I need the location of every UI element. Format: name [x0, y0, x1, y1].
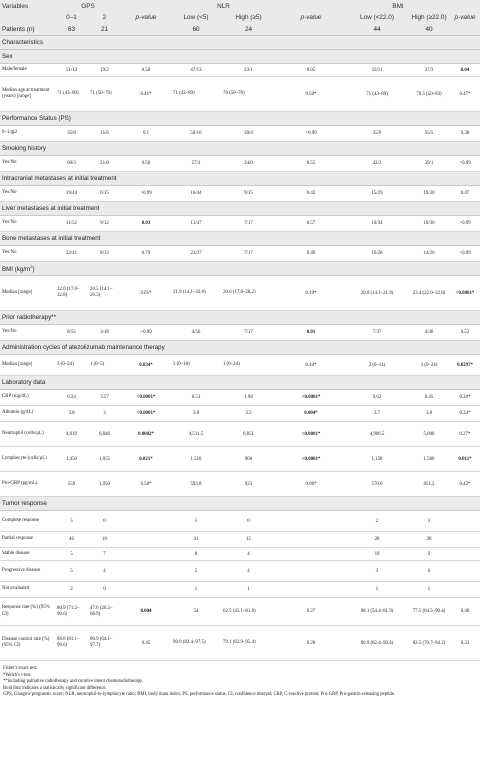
row-label: CRP (mg/dL): [0, 390, 55, 406]
table-row-cr: [0, 511, 480, 532]
section-header-ps: [0, 112, 480, 126]
gps-2-header: 2: [88, 12, 121, 23]
row-label: Complete response: [0, 511, 55, 532]
table-cell-nl: 23/37: [171, 246, 221, 262]
table-cell-nl: 3.8: [171, 406, 221, 422]
table-cell-g2: 1 (0–5): [88, 355, 121, 376]
table-cell-np: <0.0001*: [276, 390, 346, 406]
table-cell-bl: 15/29: [346, 186, 408, 202]
table-cell-bp: [450, 561, 480, 582]
section-title: Tumor response: [2, 500, 47, 507]
table-cell-g2: 15/6: [88, 126, 121, 142]
table-cell-nl: 593.8: [171, 472, 221, 497]
table-cell-g0: 0.24: [55, 390, 88, 406]
table-cell-nh: 1: [221, 582, 276, 598]
section-header-cycles: [0, 341, 480, 355]
row-label: Yes/No: [0, 325, 55, 341]
table-cell-bl: 4,906.5: [346, 422, 408, 447]
header-row-1: [0, 0, 480, 12]
table-cell-bp: [450, 548, 480, 561]
row-label: Pro-GRP (pg/mL): [0, 472, 55, 497]
table-cell-bh: 4/36: [408, 325, 450, 341]
table-cell-bh: 37/3: [408, 64, 450, 77]
table-cell-bp: 0.20*: [450, 390, 480, 406]
section-title: Prior radiotherapy**: [2, 314, 56, 321]
table-cell-g0: 19/44: [55, 186, 88, 202]
table-cell-bl: 16/28: [346, 246, 408, 262]
table-cell-bp: [450, 582, 480, 598]
table-cell-nh: 0: [221, 511, 276, 532]
row-label: Yes/No: [0, 246, 55, 262]
table-cell-bp: 0.52: [450, 325, 480, 341]
footnote: **including palliative radiotherapy and curative intent chemoradiotherapy.: [3, 679, 144, 685]
table-cell-bp: [450, 511, 480, 532]
table-row-liver: [0, 216, 480, 232]
table-cell-g0: 5: [55, 511, 88, 532]
table-cell-bh: 1,500: [408, 447, 450, 472]
table-cell-bh: 851.2: [408, 472, 450, 497]
table-cell-nl: 50/10: [171, 126, 221, 142]
table-cell-g0: 5: [55, 561, 88, 582]
table-cell-g2: 7: [88, 548, 121, 561]
table-cell-bh: 3.8: [408, 406, 450, 422]
table-cell-np: <0.0001*: [276, 422, 346, 447]
table-cell-bl: 570.6: [346, 472, 408, 497]
table-cell-bh: 3 (0–24): [408, 355, 450, 376]
table-cell-bp: 0.42*: [450, 472, 480, 497]
table-cell-nh: 70 (50–78): [221, 77, 276, 112]
section-title: Performance Status (PS): [2, 115, 71, 122]
row-label: Progressive disease: [0, 561, 55, 582]
table-row-cycles: [0, 355, 480, 376]
table-cell-bp: 0.04: [450, 64, 480, 77]
table-cell-nl: 41: [171, 532, 221, 548]
table-cell-bh: 77.5 (64.5–90.4): [408, 598, 450, 626]
table-cell-np: [276, 582, 346, 598]
table-cell-nh: 79.1 (62.9–95.4): [221, 626, 276, 661]
table-cell-nl: 0.53: [171, 390, 221, 406]
table-row-pr: [0, 532, 480, 548]
section-title: Characteristics: [2, 39, 43, 46]
table-row-ps: [0, 126, 480, 142]
section-title-superscript: 2: [30, 263, 33, 269]
table-cell-bp: [450, 532, 480, 548]
table-cell-nl: 1,510: [171, 447, 221, 472]
row-label: Yes/No: [0, 216, 55, 232]
footnote: *Welch's t-test.: [3, 672, 32, 678]
table-cell-bl: 10/34: [346, 216, 408, 232]
section-title: Administration cycles of atezolizumab maintenance therapy: [2, 344, 165, 351]
table-cell-g0: 8/55: [55, 325, 88, 341]
table-cell-g0: 2: [55, 582, 88, 598]
table-cell-g2: 6,846: [88, 422, 121, 447]
table-row-progrp: [0, 472, 480, 497]
table-cell-nh: 20.6 (17.0–28.2): [221, 276, 276, 311]
table-cell-bh: 70.5 (50–83): [408, 77, 450, 112]
row-label: Median [range]: [0, 276, 55, 311]
table-cell-nh: 4: [221, 548, 276, 561]
table-cell-g0: 559: [55, 472, 88, 497]
table-cell-bl: 3: [346, 561, 408, 582]
table-cell-g0: 5: [55, 548, 88, 561]
table-cell-np: 0.96*: [276, 472, 346, 497]
footnote: Bold font indicates a statistically significant difference.: [3, 685, 107, 691]
table-cell-g2: 10: [88, 532, 121, 548]
table-cell-nl: 57/3: [171, 156, 221, 172]
table-cell-bl: 2 (0–11): [346, 355, 408, 376]
table-cell-gp: [121, 548, 171, 561]
table-row-alb: [0, 406, 480, 422]
table-row-bone: [0, 246, 480, 262]
table-cell-nl: 4/56: [171, 325, 221, 341]
table-row-ne: [0, 582, 480, 598]
table-cell-gp: 0.41*: [121, 77, 171, 112]
section-title: BMI (kg/m: [2, 266, 31, 274]
bmi-low-header: Low (<22.0): [346, 12, 408, 23]
table-cell-bl: 1,158: [346, 447, 408, 472]
table-cell-nh: 24/0: [221, 156, 276, 172]
row-label: Male/female: [0, 64, 55, 77]
row-label: Neutrophil (cells/μL): [0, 422, 55, 447]
table-cell-nh: 3.3: [221, 406, 276, 422]
section-header-intracranial: [0, 172, 480, 186]
table-cell-nl: 3 (0–18): [171, 355, 221, 376]
section-header-tumor: [0, 497, 480, 511]
table-row-dcr: [0, 626, 480, 661]
table-cell-gp: <0.0001*: [121, 406, 171, 422]
table-cell-gp: 0.034*: [121, 355, 171, 376]
table-cell-bh: 5,008: [408, 422, 450, 447]
gps-0-1-header: 0–1: [55, 12, 88, 23]
table-cell-bh: 14/26: [408, 246, 450, 262]
table-cell-bh: 1: [408, 582, 450, 598]
table-cell-gp: [121, 561, 171, 582]
table-cell-g0: 1,450: [55, 447, 88, 472]
section-title: Intracranial metastases at initial treatment: [2, 175, 117, 182]
nlr-high-header: High (≥5): [221, 12, 276, 23]
table-cell-nh: 7/17: [221, 246, 276, 262]
table-cell-g2: 19/2: [88, 64, 121, 77]
table-cell-bp: 0.0297*: [450, 355, 480, 376]
table-cell-nl: 16/44: [171, 186, 221, 202]
table-cell-bl: 2: [346, 511, 408, 532]
table-cell-np: >0.99: [276, 126, 346, 142]
table-cell-g0: 60/3: [55, 156, 88, 172]
gps-pvalue-header: p-value: [121, 12, 171, 23]
section-title: Sex: [2, 53, 13, 60]
section-header-prior: [0, 311, 480, 325]
table-cell-bh: 2: [408, 548, 450, 561]
table-cell-np: 0.46: [276, 246, 346, 262]
table-cell-bl: 10: [346, 548, 408, 561]
table-cell-gp: [121, 511, 171, 532]
table-cell-g2: 80.9 (64.1–97.7): [88, 626, 121, 661]
table-cell-bl: 3.7: [346, 406, 408, 422]
row-label: Yes/No: [0, 186, 55, 202]
row-label: Median [range]: [0, 355, 55, 376]
table-cell-bp: 0.38: [450, 126, 480, 142]
table-cell-np: 0.27: [276, 598, 346, 626]
row-label: Stable disease: [0, 548, 55, 561]
table-cell-g2: 21/0: [88, 156, 121, 172]
table-cell-np: 0.42: [276, 186, 346, 202]
table-cell-nh: 900: [221, 447, 276, 472]
footnote: Fisher's exact test.: [3, 666, 38, 671]
table-cell-np: [276, 511, 346, 532]
row-label: Albumin (g/dL): [0, 406, 55, 422]
table-cell-bl: 42/2: [346, 156, 408, 172]
table-cell-nh: 20/4: [221, 126, 276, 142]
table-cell-bh: 35/5: [408, 126, 450, 142]
table-cell-g0: 51/12: [55, 64, 88, 77]
bmi-header: BMI: [346, 0, 450, 12]
table-cell-np: <0.0001*: [276, 447, 346, 472]
table-cell-g0: 71 (43–89): [55, 77, 88, 112]
table-row-sex: [0, 64, 480, 77]
section-header-bone: [0, 232, 480, 246]
table-cell-gp: >0.99: [121, 325, 171, 341]
table-cell-nl: 1: [171, 582, 221, 598]
table-cell-gp: 0.50: [121, 64, 171, 77]
table-cell-gp: [121, 532, 171, 548]
table-cell-np: 0.004*: [276, 406, 346, 422]
table-cell-g2: 4: [88, 561, 121, 582]
table-row-rr: [0, 598, 480, 626]
section-header-bmi: [0, 262, 480, 276]
table-cell-bl: 35/9: [346, 126, 408, 142]
table-cell-bl: 68.1 (54.4–81.9): [346, 598, 408, 626]
table-cell-bh: 28: [408, 532, 450, 548]
table-cell-nl: 21.9 (14.1–32.8): [171, 276, 221, 311]
table-row-sd: [0, 548, 480, 561]
table-cell-gp: 0.05*: [121, 276, 171, 311]
table-cell-g2: 71 (50–79): [88, 77, 121, 112]
table-cell-nl: 5: [171, 561, 221, 582]
section-title: Liver metastases at initial treatment: [2, 205, 100, 212]
table-cell-nh: 4: [221, 561, 276, 582]
table-cell-bp: 0.33: [450, 626, 480, 661]
table-cell-bp: 0.47: [450, 186, 480, 202]
table-row-lymph: [0, 447, 480, 472]
table-cell-np: 0.19*: [276, 276, 346, 311]
table-cell-nl: 90.0 (82.4–97.5): [171, 626, 221, 661]
table-cell-bp: >0.99: [450, 156, 480, 172]
table-cell-bp: 0.24*: [450, 406, 480, 422]
table-cell-bp: >0.99: [450, 246, 480, 262]
table-cell-bp: <0.0001*: [450, 276, 480, 311]
table-cell-np: 0.57: [276, 216, 346, 232]
table-cell-nl: 8: [171, 548, 221, 561]
section-header-liver: [0, 202, 480, 216]
footnotes: [0, 661, 480, 699]
table-cell-g2: 6/15: [88, 186, 121, 202]
section-title-close: ): [32, 266, 35, 274]
table-cell-np: 0.44*: [276, 355, 346, 376]
table-row-pd: [0, 561, 480, 582]
table-cell-nl: 13/47: [171, 216, 221, 232]
row-label: 0–1/≧2: [0, 126, 55, 142]
row-label: Disease control rate (%) (95% CI): [0, 626, 55, 661]
table-cell-bp: 0.47*: [450, 77, 480, 112]
section-header-sex: [0, 50, 480, 64]
variables-header: Variables: [0, 0, 55, 12]
table-cell-g2: 0: [88, 511, 121, 532]
table-cell-gp: 0.021*: [121, 447, 171, 472]
patients-row: Patients (n) 63 21 60 24 44 40: [0, 23, 480, 36]
table-cell-g2: 0: [88, 582, 121, 598]
row-label: Response rate (%) (95% CI): [0, 598, 55, 626]
table-cell-bp: 0.46: [450, 598, 480, 626]
table-cell-gp: <0.0001*: [121, 390, 171, 406]
table-cell-np: 0.50*: [276, 77, 346, 112]
table-cell-gp: 0.45: [121, 626, 171, 661]
table-cell-nh: 23/1: [221, 64, 276, 77]
bmi-high-header: High (≥22.0): [408, 12, 450, 23]
table-cell-g0: 4,619: [55, 422, 88, 447]
table-cell-gp: 0.004: [121, 598, 171, 626]
table-cell-bl: 1: [346, 582, 408, 598]
table-cell-g0: 3 (0–24): [55, 355, 88, 376]
table-cell-bp: >0.99: [450, 216, 480, 232]
table-cell-bh: 39/1: [408, 156, 450, 172]
section-header-smoking: [0, 142, 480, 156]
table-row-crp: [0, 390, 480, 406]
table-row-age: [0, 77, 480, 112]
table-cell-bh: 6: [408, 561, 450, 582]
table-cell-bh: 10/30: [408, 216, 450, 232]
section-title: Laboratory data: [2, 379, 46, 386]
row-label: Partial response: [0, 532, 55, 548]
table-cell-nh: 15: [221, 532, 276, 548]
section-title: Smoking history: [2, 145, 47, 152]
table-cell-nh: 62.5 (43.1–81.8): [221, 598, 276, 626]
table-row-smoking: [0, 156, 480, 172]
table-cell-np: 0.01: [276, 325, 346, 341]
table-cell-gp: 0.0002*: [121, 422, 171, 447]
section-header-lab: [0, 376, 480, 390]
table-cell-gp: >0.99: [121, 186, 171, 202]
table-cell-gp: 0.79: [121, 246, 171, 262]
nlr-low-header: Low (<5): [171, 12, 221, 23]
section-header-characteristics: [0, 36, 480, 50]
table-cell-g0: 22.0 (17.0–32.8): [55, 276, 88, 311]
table-cell-g2: 20.5 (14.1–26.3): [88, 276, 121, 311]
table-cell-np: [276, 561, 346, 582]
table-cell-bl: 20.0 (14.1–21.9): [346, 276, 408, 311]
table-cell-np: [276, 532, 346, 548]
table-cell-g0: 46: [55, 532, 88, 548]
table-cell-nl: 54: [171, 598, 221, 626]
footnote: GPS, Glasgow prognostic score; NLR, neutrophil-to-lymphocyte ratio; BMI, body mass index; PS, performance status; CI, confidence interval; CRP, C-reactive protein; Pro-GRP, Pro-gastrin-releasing peptide.: [3, 692, 396, 698]
header-row-2: [0, 12, 480, 23]
table-cell-bl: 0.62: [346, 390, 408, 406]
table-cell-np: [276, 548, 346, 561]
nlr-header: NLR: [171, 0, 276, 12]
table-cell-nh: 7/17: [221, 216, 276, 232]
row-label: Median age at treatment (years) [range]: [0, 77, 55, 112]
table-cell-nh: 9/15: [221, 186, 276, 202]
table-cell-bl: 28: [346, 532, 408, 548]
table-cell-gp: [121, 582, 171, 598]
table-cell-gp: 0.1: [121, 126, 171, 142]
table-cell-g2: 3: [88, 406, 121, 422]
table-cell-bh: 23.4 (22.0–32.8): [408, 276, 450, 311]
table-cell-bl: 71 (43–89): [346, 77, 408, 112]
table-cell-g2: 47.6 (26.2–68.9): [88, 598, 121, 626]
nlr-pvalue-header: p-value: [276, 12, 346, 23]
table-cell-bl: 33/11: [346, 64, 408, 77]
table-cell-nh: 6,851: [221, 422, 276, 447]
table-cell-nl: 5: [171, 511, 221, 532]
table-cell-np: 0.28: [276, 626, 346, 661]
table-cell-nh: 923: [221, 472, 276, 497]
table-cell-nh: 7/17: [221, 325, 276, 341]
table-cell-nl: 4,511.5: [171, 422, 221, 447]
table-cell-bh: 0.45: [408, 390, 450, 406]
table-cell-np: 0.55: [276, 156, 346, 172]
gps-header: GPS: [55, 0, 121, 12]
table-cell-nl: 47/13: [171, 64, 221, 77]
table-row-prior: [0, 325, 480, 341]
table-cell-g0: 3.8: [55, 406, 88, 422]
table-cell-gp: 0.58*: [121, 472, 171, 497]
table-cell-g2: 3/18: [88, 325, 121, 341]
row-label: Lymphocyte (cells/μL): [0, 447, 55, 472]
table-row-neut: [0, 422, 480, 447]
row-label: Not evaluated: [0, 582, 55, 598]
table-cell-nh: 1.98: [221, 390, 276, 406]
table-cell-bp: 0.011*: [450, 447, 480, 472]
table-cell-nl: 71 (43–89): [171, 77, 221, 112]
table-cell-bl: 7/37: [346, 325, 408, 341]
table-cell-bh: 10/30: [408, 186, 450, 202]
row-label: Yes/No: [0, 156, 55, 172]
table-cell-g2: 1,055: [88, 447, 121, 472]
section-title: Bone metastases at initial treatment: [2, 235, 101, 242]
table-cell-bh: 82.5 (70.7–94.2): [408, 626, 450, 661]
table-cell-g0: 35/8: [55, 126, 88, 142]
table-cell-bl: 90.9 (82.4–99.4): [346, 626, 408, 661]
table-cell-g2: 9/12: [88, 216, 121, 232]
table-cell-g2: 8/13: [88, 246, 121, 262]
table-cell-g0: 22/41: [55, 246, 88, 262]
table-cell-g0: 11/52: [55, 216, 88, 232]
table-cell-g2: 3.57: [88, 390, 121, 406]
table-cell-np: 0.05: [276, 64, 346, 77]
table-row-bmi: [0, 276, 480, 311]
table-row-intracranial: [0, 186, 480, 202]
table-cell-g2: 1,050: [88, 472, 121, 497]
table-cell-g0: 80.9 (71.2–90.6): [55, 598, 88, 626]
table-cell-bp: 0.27*: [450, 422, 480, 447]
table-cell-bh: 3: [408, 511, 450, 532]
table-cell-gp: 0.56: [121, 156, 171, 172]
table-cell-nh: 1 (0–24): [221, 355, 276, 376]
table-cell-g0: 88.8 (81.1–96.6): [55, 626, 88, 661]
bmi-pvalue-header: p-value: [450, 12, 480, 23]
table-cell-gp: 0.03: [121, 216, 171, 232]
